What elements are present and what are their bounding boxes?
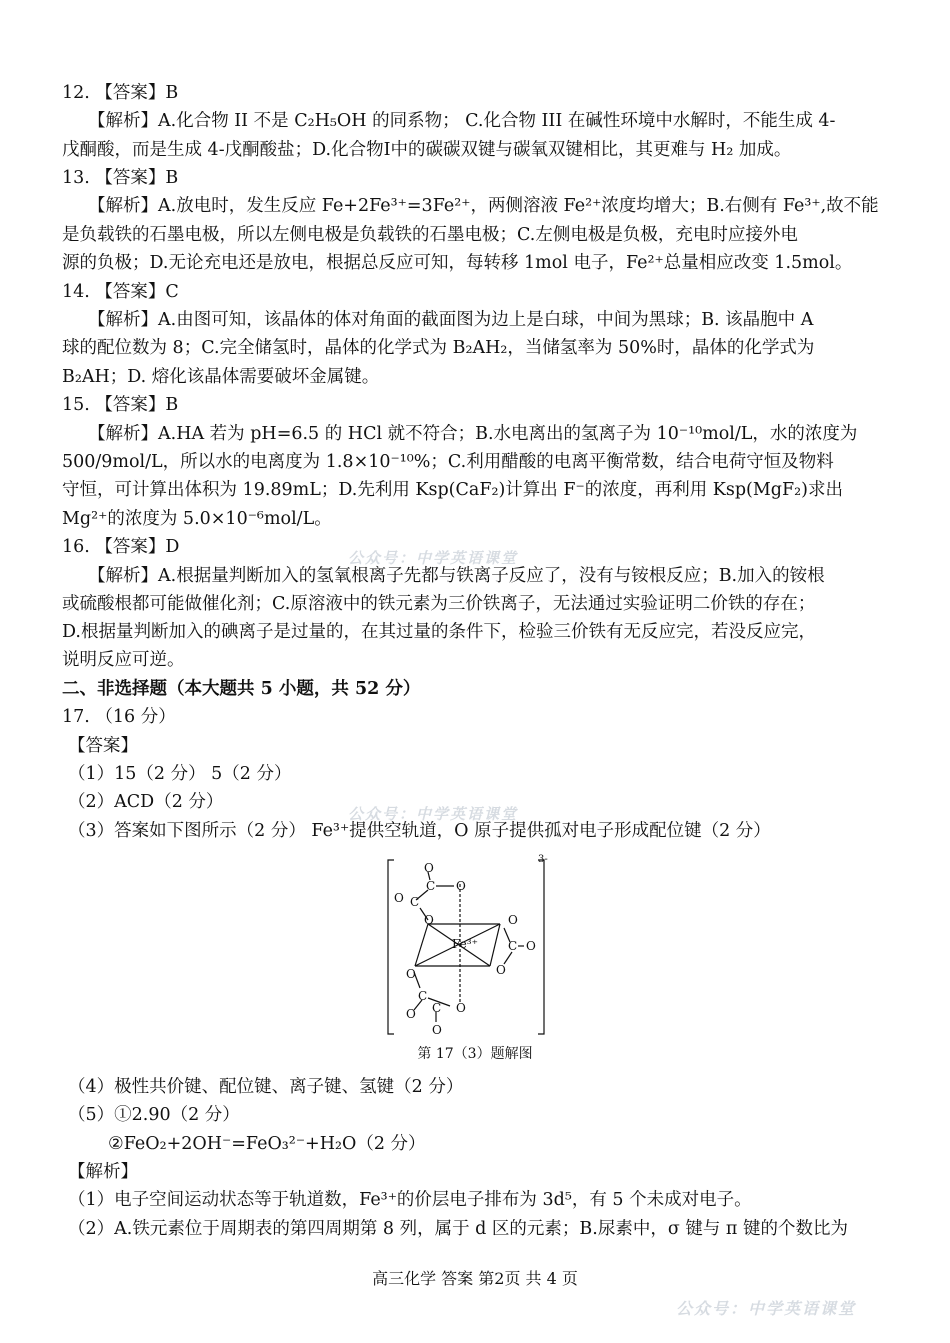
atom-label: C bbox=[426, 879, 436, 893]
q14-analysis-line: 球的配位数为 8；C.完全储氢时，晶体的化学式为 B₂AH₂，当储氢率为 50%时，晶体的化学式为 bbox=[62, 338, 815, 358]
watermark: 公众号：中学英语课堂 bbox=[348, 549, 519, 567]
atom-label: C bbox=[432, 1001, 442, 1015]
q16-analysis-line: D.根据量判断加入的碘离子是过量的，在其过量的条件下，检验三价铁有无反应完，若没反应完， bbox=[62, 622, 816, 642]
q14-analysis-line: B₂AH；D. 熔化该晶体需要破坏金属键。 bbox=[62, 367, 380, 387]
atom-label: O bbox=[526, 939, 536, 953]
watermark: 公众号：中学英语课堂 bbox=[676, 1299, 857, 1318]
complex-charge: 3- bbox=[538, 854, 548, 865]
figure-caption: 第 17（3）题解图 bbox=[417, 1046, 533, 1062]
q14-answer: 14. 【答案】C bbox=[62, 282, 179, 302]
q17-analysis-line: （2）A.铁元素位于周期表的第四周期第 8 列，属于 d 区的元素；B.尿素中，σ 键与 π 键的个数比为 bbox=[68, 1219, 848, 1239]
q16-analysis-line: 或硫酸根都可能做催化剂；C.原溶液中的铁元素为三价铁离子，无法通过实验证明二价铁的存在； bbox=[62, 594, 816, 614]
q17-answer-3: （3）答案如下图所示（2 分） Fe³⁺提供空轨道，O 原子提供孤对电子形成配位键（2 分） bbox=[68, 821, 771, 841]
center-ion-label: Fe³⁺ bbox=[452, 937, 478, 951]
watermark: 公众号：中学英语课堂 bbox=[348, 805, 519, 823]
q13-analysis-line: 源的负极；D.无论充电还是放电，根据总反应可知，每转移 1mol 电子，Fe²⁺总量相应改变 1.5mol。 bbox=[62, 253, 853, 273]
atom-label: O bbox=[456, 879, 466, 893]
section-heading: 二、非选择题（本大题共 5 小题，共 52 分） bbox=[62, 679, 421, 699]
q12-analysis-line: 【解析】A.化合物 II 不是 C₂H₅OH 的同系物； C.化合物 III 在碱性环境中水解时，不能生成 4- bbox=[88, 111, 836, 131]
atom-label: O bbox=[394, 891, 404, 905]
atom-label: O bbox=[456, 1001, 466, 1015]
atom-label: O bbox=[432, 1023, 442, 1037]
q12-answer: 12. 【答案】B bbox=[62, 83, 179, 103]
atom-label: O bbox=[424, 861, 434, 875]
atom-label: O bbox=[424, 913, 434, 927]
atom-label: C bbox=[508, 939, 518, 953]
q17-answer-1: （1）15（2 分） 5（2 分） bbox=[68, 764, 292, 784]
complex-structure-diagram bbox=[380, 850, 570, 1040]
atom-label: O bbox=[406, 1007, 416, 1021]
q16-answer: 16. 【答案】D bbox=[62, 537, 180, 557]
page-footer: 高三化学 答案 第2页 共 4 页 bbox=[372, 1269, 578, 1288]
atom-label: O bbox=[508, 913, 518, 927]
q14-analysis-line: 【解析】A.由图可知，该晶体的体对角面的截面图为边上是白球，中间为黑球；B. 该晶胞中 A bbox=[88, 310, 814, 330]
q16-analysis-line: 【解析】A.根据量判断加入的氢氧根离子先都与铁离子反应了，没有与铵根反应；B.加入的铵根 bbox=[88, 566, 825, 586]
q17-answer-label: 【答案】 bbox=[68, 736, 138, 756]
q13-analysis-line: 【解析】A.放电时，发生反应 Fe+2Fe³⁺=3Fe²⁺，两侧溶液 Fe²⁺浓度均增大；B.右侧有 Fe³⁺,故不能 bbox=[88, 196, 879, 216]
atom-label: O bbox=[496, 963, 506, 977]
q15-answer: 15. 【答案】B bbox=[62, 395, 179, 415]
q15-analysis-line: 500/9mol/L，所以水的电离度为 1.8×10⁻¹⁰%；C.利用醋酸的电离平衡常数，结合电荷守恒及物料 bbox=[62, 452, 834, 472]
q12-analysis-line: 戊酮酸，而是生成 4-戊酮酸盐；D.化合物I中的碳碳双键与碳氧双键相比，其更难与 H₂ 加成。 bbox=[62, 140, 792, 160]
atom-label: C bbox=[410, 895, 420, 909]
q15-analysis-line: 【解析】A.HA 若为 pH=6.5 的 HCl 就不符合；B.水电离出的氢离子为 10⁻¹⁰mol/L，水的浓度为 bbox=[88, 424, 858, 444]
atom-label: C bbox=[418, 989, 428, 1003]
q16-analysis-line: 说明反应可逆。 bbox=[62, 650, 185, 670]
atom-label: O bbox=[406, 967, 416, 981]
q17-analysis-line: （1）电子空间运动状态等于轨道数，Fe³⁺的价层电子排布为 3d⁵，有 5 个未成对电子。 bbox=[68, 1190, 752, 1210]
q17-heading: 17. （16 分） bbox=[62, 707, 176, 727]
q13-answer: 13. 【答案】B bbox=[62, 168, 179, 188]
q17-answer-2: （2）ACD（2 分） bbox=[68, 792, 224, 812]
q17-answer-5: （5）①2.90（2 分） bbox=[68, 1105, 240, 1125]
q17-analysis-label: 【解析】 bbox=[68, 1162, 138, 1182]
q15-analysis-line: Mg²⁺的浓度为 5.0×10⁻⁶mol/L。 bbox=[62, 509, 332, 529]
q13-analysis-line: 是负载铁的石墨电极，所以左侧电极是负载铁的石墨电极；C.左侧电极是负极，充电时应接外电 bbox=[62, 225, 798, 245]
q17-answer-5b: ②FeO₂+2OH⁻=FeO₃²⁻+H₂O（2 分） bbox=[108, 1134, 426, 1154]
q15-analysis-line: 守恒，可计算出体积为 19.89mL；D.先利用 Ksp(CaF₂)计算出 F⁻的浓度，再利用 Ksp(MgF₂)求出 bbox=[62, 480, 843, 500]
q17-answer-4: （4）极性共价键、配位键、离子键、氢键（2 分） bbox=[68, 1077, 464, 1097]
